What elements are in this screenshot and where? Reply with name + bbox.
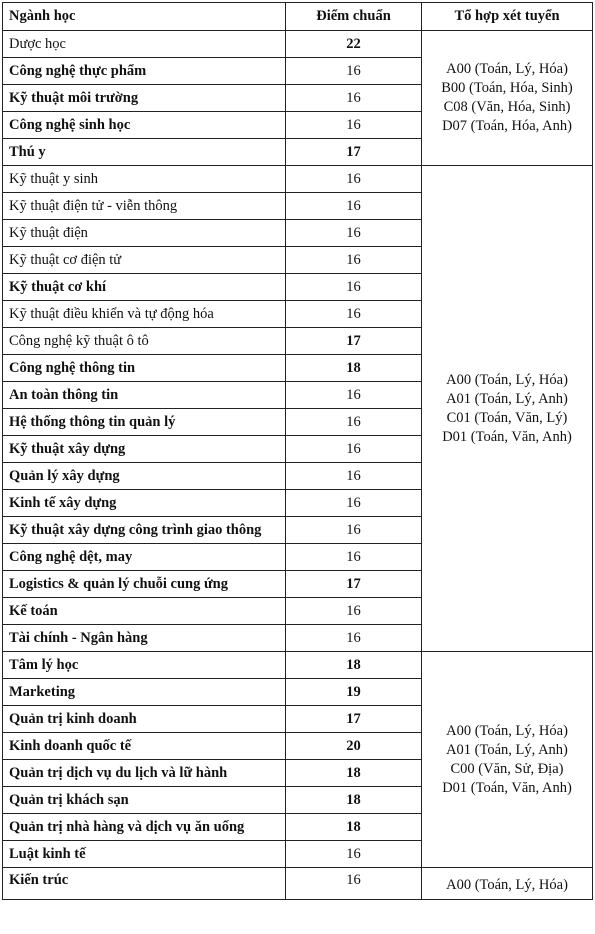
major-cell: Kỹ thuật môi trường	[3, 85, 286, 112]
major-cell: Dược học	[3, 31, 286, 58]
score-cell: 16	[286, 544, 422, 571]
score-cell: 16	[286, 841, 422, 868]
table-row	[3, 652, 593, 679]
admission-scores-table	[2, 2, 593, 900]
score-cell: 17	[286, 139, 422, 166]
header-score: Điểm chuẩn	[286, 3, 422, 31]
score-cell: 16	[286, 166, 422, 193]
major-cell: Kế toán	[3, 598, 286, 625]
score-cell: 17	[286, 706, 422, 733]
score-cell: 19	[286, 679, 422, 706]
combo-line: B00 (Toán, Hóa, Sinh)	[441, 80, 573, 96]
major-cell: Thú y	[3, 139, 286, 166]
score-cell: 16	[286, 625, 422, 652]
major-cell: Kỹ thuật cơ khí	[3, 274, 286, 301]
major-cell: Hệ thống thông tin quản lý	[3, 409, 286, 436]
combo-line: A00 (Toán, Lý, Hóa)	[446, 371, 568, 388]
major-cell: Quản trị khách sạn	[3, 787, 286, 814]
score-cell: 16	[286, 274, 422, 301]
major-cell: Công nghệ sinh học	[3, 112, 286, 139]
score-cell: 16	[286, 868, 422, 900]
major-cell: Công nghệ dệt, may	[3, 544, 286, 571]
major-cell: Kỹ thuật cơ điện tử	[3, 247, 286, 274]
score-cell: 16	[286, 436, 422, 463]
combo-cell	[422, 868, 593, 900]
major-cell: Tâm lý học	[3, 652, 286, 679]
score-cell: 16	[286, 409, 422, 436]
header-combo: Tổ hợp xét tuyển	[422, 3, 593, 31]
score-cell: 17	[286, 328, 422, 355]
score-cell: 18	[286, 652, 422, 679]
score-cell: 16	[286, 112, 422, 139]
combo-line: C08 (Văn, Hóa, Sinh)	[443, 99, 571, 115]
score-cell: 16	[286, 463, 422, 490]
major-cell: Kỹ thuật điện	[3, 220, 286, 247]
major-cell: Kỹ thuật xây dựng	[3, 436, 286, 463]
score-cell: 16	[286, 85, 422, 112]
combo-line: A00 (Toán, Lý, Hóa)	[446, 877, 568, 893]
major-cell: Quản trị dịch vụ du lịch và lữ hành	[3, 760, 286, 787]
score-cell: 16	[286, 598, 422, 625]
score-cell: 16	[286, 301, 422, 328]
score-cell: 18	[286, 355, 422, 382]
score-cell: 16	[286, 193, 422, 220]
major-cell: Tài chính - Ngân hàng	[3, 625, 286, 652]
header-major: Ngành học	[3, 3, 286, 31]
major-cell: Quản trị nhà hàng và dịch vụ ăn uống	[3, 814, 286, 841]
major-cell: Kinh tế xây dựng	[3, 490, 286, 517]
combo-line: A01 (Toán, Lý, Anh)	[446, 390, 568, 407]
score-cell: 16	[286, 220, 422, 247]
header-row	[3, 3, 593, 31]
major-cell: Kỹ thuật điều khiển và tự động hóa	[3, 301, 286, 328]
major-cell: Kinh doanh quốc tế	[3, 733, 286, 760]
major-cell: Kiến trúc	[3, 868, 286, 900]
combo-line: D07 (Toán, Hóa, Anh)	[442, 118, 572, 134]
major-cell: Công nghệ thực phẩm	[3, 58, 286, 85]
combo-line: A01 (Toán, Lý, Anh)	[446, 741, 568, 758]
major-cell: Kỹ thuật y sinh	[3, 166, 286, 193]
major-cell: Quản trị kinh doanh	[3, 706, 286, 733]
major-cell: Kỹ thuật xây dựng công trình giao thông	[3, 517, 286, 544]
score-cell: 16	[286, 58, 422, 85]
major-cell: An toàn thông tin	[3, 382, 286, 409]
major-cell: Quản lý xây dựng	[3, 463, 286, 490]
major-cell: Công nghệ thông tin	[3, 355, 286, 382]
combo-line: C00 (Văn, Sử, Địa)	[450, 760, 564, 777]
table-row	[3, 166, 593, 193]
combo-line: D01 (Toán, Văn, Anh)	[442, 779, 572, 796]
combo-line: A00 (Toán, Lý, Hóa)	[446, 61, 568, 77]
table-row	[3, 31, 593, 58]
major-cell: Công nghệ kỹ thuật ô tô	[3, 328, 286, 355]
score-cell: 16	[286, 490, 422, 517]
score-cell: 18	[286, 787, 422, 814]
combo-line: C01 (Toán, Văn, Lý)	[446, 409, 568, 426]
score-cell: 16	[286, 247, 422, 274]
major-cell: Kỹ thuật điện tử - viễn thông	[3, 193, 286, 220]
score-cell: 22	[286, 31, 422, 58]
score-cell: 16	[286, 382, 422, 409]
combo-cell	[422, 166, 593, 652]
combo-line: A00 (Toán, Lý, Hóa)	[446, 722, 568, 739]
major-cell: Marketing	[3, 679, 286, 706]
score-cell: 18	[286, 760, 422, 787]
score-cell: 18	[286, 814, 422, 841]
combo-cell	[422, 31, 593, 166]
score-cell: 17	[286, 571, 422, 598]
combo-line: D01 (Toán, Văn, Anh)	[442, 428, 572, 445]
major-cell: Logistics & quản lý chuỗi cung ứng	[3, 571, 286, 598]
table-row	[3, 868, 593, 900]
score-cell: 20	[286, 733, 422, 760]
major-cell: Luật kinh tế	[3, 841, 286, 868]
combo-cell	[422, 652, 593, 868]
table-body	[3, 31, 593, 900]
score-cell: 16	[286, 517, 422, 544]
